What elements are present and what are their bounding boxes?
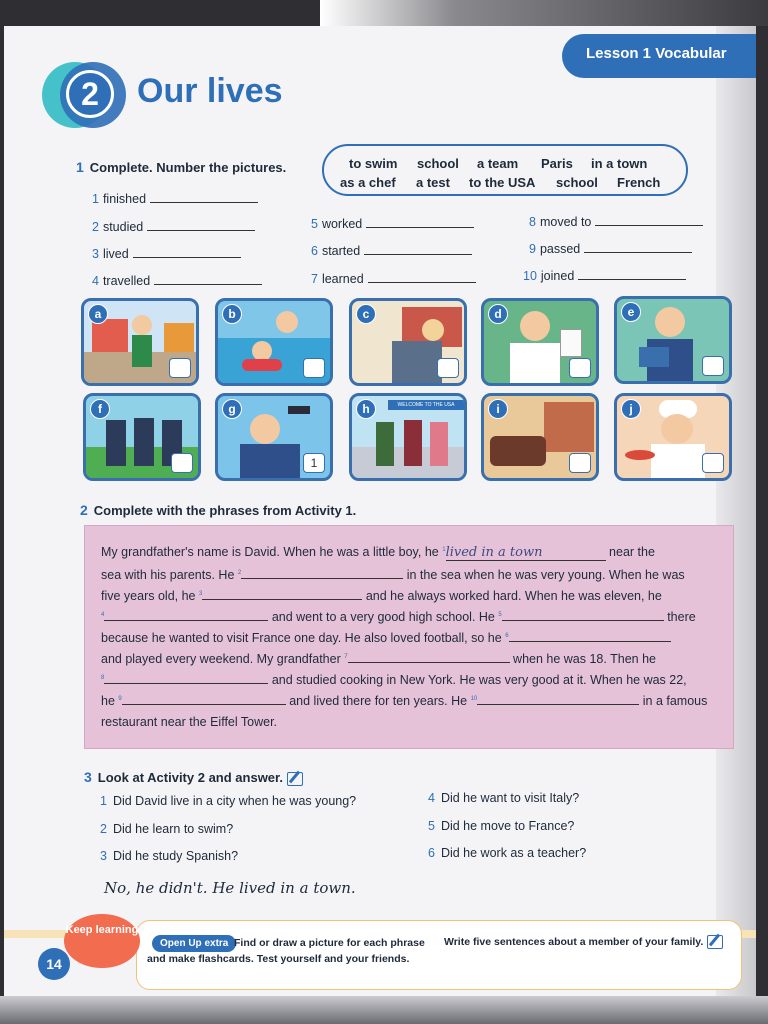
activity1-item: 6 started xyxy=(311,244,472,258)
picture-answer-box[interactable] xyxy=(303,358,325,378)
question: 4 Did he want to visit Italy? xyxy=(428,791,580,805)
answer-line[interactable] xyxy=(366,218,474,228)
question: 1 Did David live in a city when he was young? xyxy=(100,794,357,808)
scan-bottom-edge xyxy=(0,996,768,1024)
picture-h: h WELCOME TO THE USA xyxy=(349,393,467,481)
unit-title: Our lives xyxy=(137,72,283,110)
activity1-item: 1 finished xyxy=(92,192,258,206)
activity3-title: 3 Look at Activity 2 and answer. xyxy=(84,769,303,786)
story-line: five years old, he $^3$ and he always worked hard. When he was eleven, he xyxy=(101,589,662,603)
picture-answer-box[interactable] xyxy=(702,356,724,376)
picture-answer-box[interactable] xyxy=(171,453,193,473)
activity1-item: 2 studied xyxy=(92,220,255,234)
story-text-box xyxy=(84,525,734,749)
word-bank-item: a team xyxy=(477,156,519,171)
answer-line[interactable] xyxy=(584,243,692,253)
unit-badge xyxy=(42,62,126,128)
picture-answer-box[interactable] xyxy=(702,453,724,473)
answer-blank[interactable] xyxy=(104,611,268,621)
page-number: 14 xyxy=(38,948,70,980)
picture-a: a xyxy=(81,298,199,386)
answer-blank[interactable] xyxy=(104,674,268,684)
activity1-item: 9 passed xyxy=(529,242,692,256)
answer-line[interactable] xyxy=(147,221,255,231)
open-up-extra-label: Open Up extra xyxy=(152,935,236,952)
story-line: because he wanted to visit France one day. He also loved football, so he $^6$ xyxy=(101,631,671,645)
answer-blank[interactable] xyxy=(122,695,286,705)
word-bank-item: to swim xyxy=(349,156,398,171)
answer-blank[interactable] xyxy=(477,695,639,705)
question: 3 Did he study Spanish? xyxy=(100,849,239,863)
activity1-item: 4 travelled xyxy=(92,274,262,288)
unit-number: 2 xyxy=(66,70,114,118)
picture-d: d xyxy=(481,298,599,386)
answer-line[interactable] xyxy=(368,273,476,283)
picture-g: g 1 xyxy=(215,393,333,481)
story-line: restaurant near the Eiffel Tower. xyxy=(101,715,278,729)
word-bank-item: school xyxy=(556,175,598,190)
handwritten-answer[interactable]: No, he didn't. He lived in a town. xyxy=(104,879,356,897)
question: 2 Did he learn to swim? xyxy=(100,822,234,836)
story-line: $^8$ and studied cooking in New York. He was very good at it. When he was 22, xyxy=(101,673,687,687)
story-line: sea with his parents. He $^2$ in the sea when he was very young. When he was xyxy=(101,568,685,582)
picture-b: b xyxy=(215,298,333,386)
activity1-item: 7 learned xyxy=(311,272,476,286)
word-bank-item: school xyxy=(417,156,459,171)
activity2-title: 2 Complete with the phrases from Activity 1. xyxy=(80,502,357,518)
picture-answer-box[interactable]: 1 xyxy=(303,453,325,473)
picture-answer-box[interactable] xyxy=(437,358,459,378)
pencil-icon xyxy=(287,772,303,786)
page-gutter-shadow xyxy=(716,26,756,996)
picture-answer-box[interactable] xyxy=(569,358,591,378)
word-bank-item: a test xyxy=(416,175,450,190)
answer-line[interactable] xyxy=(154,275,262,285)
answer-blank[interactable] xyxy=(241,569,403,579)
word-bank-item: as a chef xyxy=(340,175,396,190)
keep-learning-badge: Keep learning xyxy=(64,914,140,968)
write-text: Write five sentences about a member of your family. xyxy=(444,935,723,949)
story-line: $^4$ and went to a very good high school. He $^5$ there xyxy=(101,610,696,624)
picture-f: f xyxy=(83,393,201,481)
answer-blank[interactable] xyxy=(509,632,671,642)
answer-line[interactable] xyxy=(150,193,258,203)
open-up-text: Find or draw a picture for each phrase xyxy=(234,937,425,949)
activity1-item: 5 worked xyxy=(311,217,474,231)
lesson-tab: Lesson 1 Vocabular xyxy=(562,34,756,78)
picture-i: i xyxy=(481,393,599,481)
welcome-sign: WELCOME TO THE USA xyxy=(388,400,464,410)
pencil-icon xyxy=(707,935,723,949)
story-line: he $^9$ and lived there for ten years. He $^{10}$ in a famous xyxy=(101,694,708,708)
picture-c: c xyxy=(349,298,467,386)
activity1-title: 1 Complete. Number the pictures. xyxy=(76,159,287,175)
question: 6 Did he work as a teacher? xyxy=(428,846,587,860)
picture-answer-box[interactable] xyxy=(569,453,591,473)
question: 5 Did he move to France? xyxy=(428,819,575,833)
scan-top-edge xyxy=(320,0,768,26)
answer-blank[interactable]: lived in a town xyxy=(446,547,606,561)
answer-blank[interactable] xyxy=(202,590,362,600)
answer-blank[interactable] xyxy=(502,611,664,621)
answer-line[interactable] xyxy=(578,270,686,280)
word-bank-item: in a town xyxy=(591,156,648,171)
activity1-item: 8 moved to xyxy=(529,215,703,229)
word-bank-item: Paris xyxy=(541,156,573,171)
picture-j: j xyxy=(614,393,732,481)
answer-line[interactable] xyxy=(595,216,703,226)
workbook-page xyxy=(4,26,756,996)
activity1-item: 10 joined xyxy=(523,269,686,283)
word-bank-item: French xyxy=(617,175,661,190)
answer-blank[interactable] xyxy=(348,653,510,663)
story-line: and played every weekend. My grandfather $^7$ when he was 18. Then he xyxy=(101,652,656,666)
open-up-text: and make flashcards. Test yourself and your friends. xyxy=(147,953,410,965)
story-line: My grandfather's name is David. When he was a little boy, he $^1$lived in a town near the xyxy=(101,545,655,560)
picture-answer-box[interactable] xyxy=(169,358,191,378)
picture-e: e xyxy=(614,296,732,384)
answer-line[interactable] xyxy=(364,245,472,255)
word-bank-item: to the USA xyxy=(469,175,536,190)
answer-line[interactable] xyxy=(133,248,241,258)
activity1-item: 3 lived xyxy=(92,247,241,261)
